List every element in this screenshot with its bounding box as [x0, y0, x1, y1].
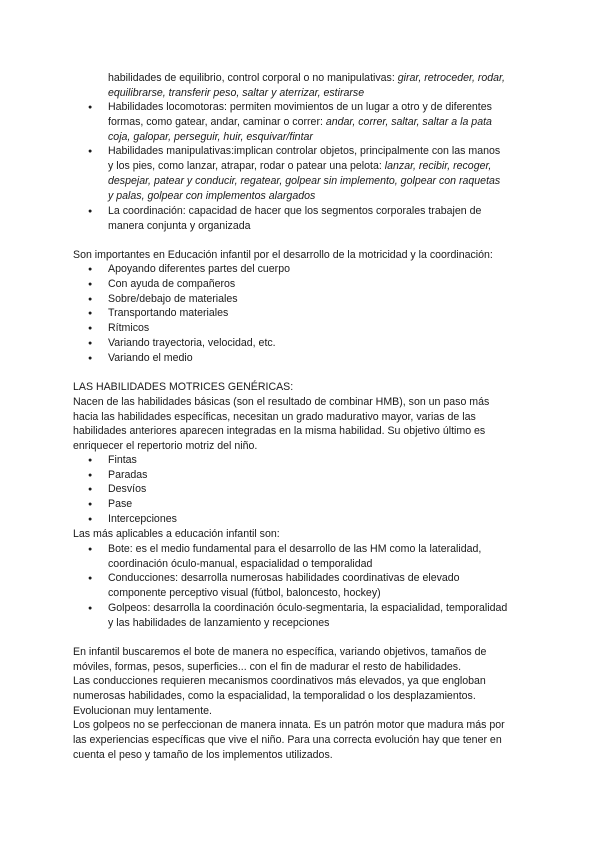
- bullet-icon: ●: [88, 310, 93, 317]
- bullet-icon: ●: [88, 457, 93, 464]
- para-line: enriquecer el repertorio motriz del niño.: [73, 440, 258, 452]
- list-item: Sobre/debajo de materiales: [108, 293, 238, 305]
- bullet-icon: ●: [88, 296, 93, 303]
- bullet-icon: ●: [88, 208, 93, 215]
- conducciones-line-2: componente perceptivo visual (fútbol, baloncesto, hockey): [108, 587, 381, 599]
- para-line: hacia las habilidades específicas, necesitan un grado madurativo mayor, varias de las: [73, 411, 476, 423]
- manipulativas-line-4: y palas, golpear con implementos alargados: [108, 190, 316, 202]
- bullet-icon: ●: [88, 516, 93, 523]
- para-line: Las conducciones requieren mecanismos coordinativos más elevados, ya que engloban: [73, 675, 486, 687]
- para-line: Los golpeos no se perfeccionan de manera innata. Es un patrón motor que madura más por: [73, 719, 505, 731]
- para-line: cuenta el peso y tamaño de los implementos utilizados.: [73, 749, 333, 761]
- para-line: Nacen de las habilidades básicas (son el resultado de combinar HMB), son un paso más: [73, 396, 490, 408]
- manipulativas-line-1: Habilidades manipulativas:implican controlar objetos, principalmente con las manos: [108, 145, 501, 157]
- continuation-line-1: habilidades de equilibrio, control corporal o no manipulativas: girar, retroceder, rodar,: [108, 72, 505, 84]
- bullet-icon: ●: [88, 486, 93, 493]
- list-item: Intercepciones: [108, 513, 177, 525]
- bullet-icon: ●: [88, 266, 93, 273]
- bullet-icon: ●: [88, 340, 93, 347]
- para-line: habilidades anteriores aparecen integradas en la misma habilidad. Su objetivo último es: [73, 425, 486, 437]
- coordinacion-line-2: manera conjunta y organizada: [108, 220, 251, 232]
- list-item: Fintas: [108, 454, 137, 466]
- golpeos-line-2: y las habilidades de lanzamiento y recepciones: [108, 617, 330, 629]
- bullet-icon: ●: [88, 355, 93, 362]
- manipulativas-line-3: despejar, patear y conducir, regatear, golpear sin implemento, golpear con raquetas: [108, 175, 501, 187]
- bote-line-1: Bote: es el medio fundamental para el desarrollo de las HM como la lateralidad,: [108, 543, 482, 555]
- importancia-intro: Son importantes en Educación infantil por el desarrollo de la motricidad y la coordinación:: [73, 249, 493, 261]
- bullet-icon: ●: [88, 325, 93, 332]
- bullet-icon: ●: [88, 575, 93, 582]
- bullet-icon: ●: [88, 148, 93, 155]
- list-item: Con ayuda de compañeros: [108, 278, 236, 290]
- bullet-icon: ●: [88, 546, 93, 553]
- para-line: numerosas habilidades, como la espacialidad, la temporalidad o los desplazamientos.: [73, 690, 476, 702]
- list-item: Variando el medio: [108, 352, 193, 364]
- golpeos-line-1: Golpeos: desarrolla la coordinación óculo-segmentaria, la espacialidad, temporalidad: [108, 602, 508, 614]
- para-line: Evolucionan muy lentamente.: [73, 705, 212, 717]
- para-line: móviles, formas, pesos, superficies... con el fin de madurar el resto de habilidades.: [73, 661, 462, 673]
- conducciones-line-1: Conducciones: desarrolla numerosas habilidades coordinativas de elevado: [108, 572, 460, 584]
- subheading: Las más aplicables a educación infantil son:: [73, 528, 280, 540]
- manipulativas-line-2: y los pies, como lanzar, atrapar, rodar o patear una pelota: lanzar, recibir, recoger,: [108, 160, 492, 172]
- bullet-icon: ●: [88, 605, 93, 612]
- list-item: Transportando materiales: [108, 307, 229, 319]
- bullet-icon: ●: [88, 281, 93, 288]
- locomotoras-line-1: Habilidades locomotoras: permiten movimientos de un lugar a otro y de diferentes: [108, 101, 492, 113]
- list-item: Apoyando diferentes partes del cuerpo: [108, 263, 290, 275]
- locomotoras-line-2: formas, como gatear, andar, caminar o correr: andar, correr, saltar, saltar a la pata: [108, 116, 492, 128]
- bullet-icon: ●: [88, 501, 93, 508]
- bullet-icon: ●: [88, 104, 93, 111]
- list-item: Desvíos: [108, 483, 147, 495]
- list-item: Variando trayectoria, velocidad, etc.: [108, 337, 276, 349]
- list-item: Pase: [108, 498, 133, 510]
- list-item: Paradas: [108, 469, 148, 481]
- bote-line-2: coordinación óculo-manual, espacialidad o temporalidad: [108, 558, 373, 570]
- para-line: En infantil buscaremos el bote de manera no específica, variando objetivos, tamaños de: [73, 646, 487, 658]
- locomotoras-line-3: coja, galopar, perseguir, huir, esquivar/fintar: [108, 131, 313, 143]
- section-heading: LAS HABILIDADES MOTRICES GENÉRICAS:: [73, 381, 294, 393]
- continuation-line-2: equilibrarse, transferir peso, saltar y aterrizar, estirarse: [108, 87, 365, 99]
- list-item: Rítmicos: [108, 322, 150, 334]
- coordinacion-line-1: La coordinación: capacidad de hacer que los segmentos corporales trabajen de: [108, 205, 482, 217]
- bullet-icon: ●: [88, 472, 93, 479]
- para-line: las experiencias específicas que vive el niño. Para una correcta evolución hay que tener en: [73, 734, 502, 746]
